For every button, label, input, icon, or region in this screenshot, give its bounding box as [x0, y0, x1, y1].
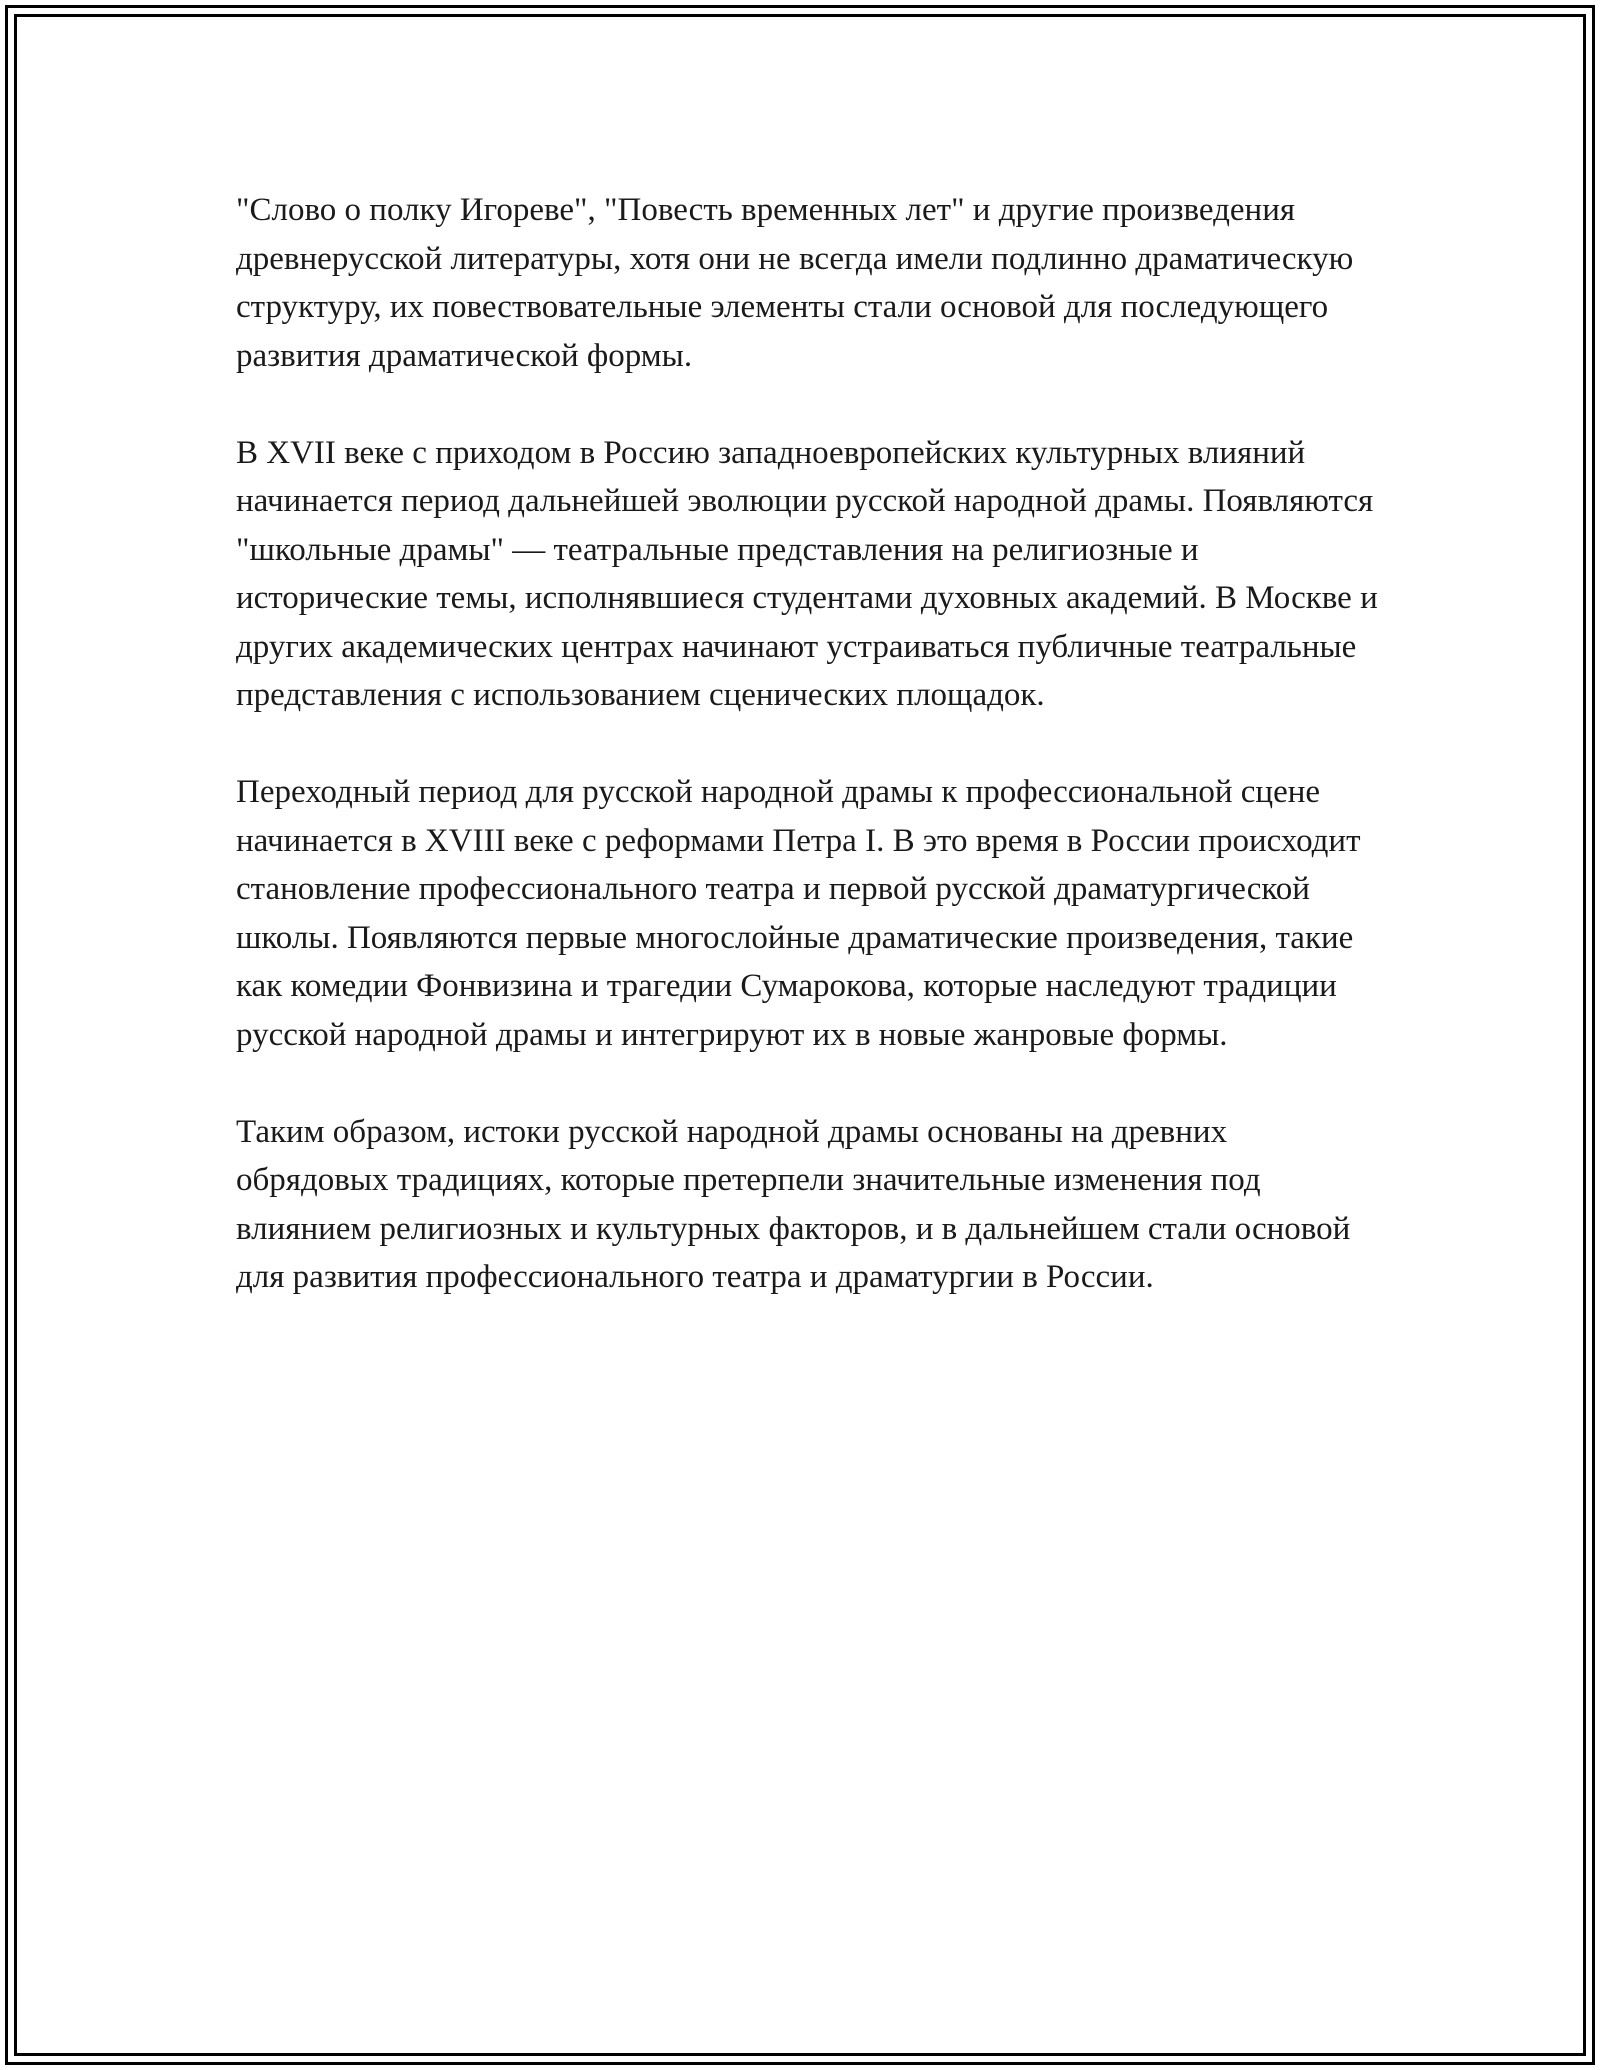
paragraph-4: Таким образом, истоки русской народной драмы основаны на древних обрядовых традициях, которые претерпели значительные изменения под влиянием религиозных и культурных факторов, и в дальнейшем стали основой для развития профессионального театра и драматургии в России.	[236, 1113, 1351, 1295]
paragraph-2: В XVII веке с приходом в Россию западноевропейских культурных влияний начинается период дальнейшей эволюции русской народной драмы. Появляются "школьные драмы" — театральные представления на религиозные и исторические темы, исполнявшиеся студентами духовных академий. В Москве и других академических центрах начинают устраиваться публичные театральные представления с использованием сценических площадок.	[236, 434, 1378, 713]
paragraph-3: Переходный период для русской народной драмы к профессиональной сцене начинается в XVIII веке с реформами Петра I. В это время в России происходит становление профессионального театра и первой русской драматургической школы. Появляются первые многослойные драматические произведения, такие как комедии Фонвизина и трагедии Сумарокова, которые наследуют традиции русской народной драмы и интегрируют их в новые жанровые формы.	[236, 774, 1361, 1053]
paragraph-1: "Слово о полку Игореве", "Повесть временных лет" и другие произведения древнерусской литературы, хотя они не всегда имели подлинно драматическую структуру, их повествовательные элементы стали основой для последующего развития драматической формы.	[236, 192, 1354, 374]
document-body	[236, 186, 1386, 1350]
